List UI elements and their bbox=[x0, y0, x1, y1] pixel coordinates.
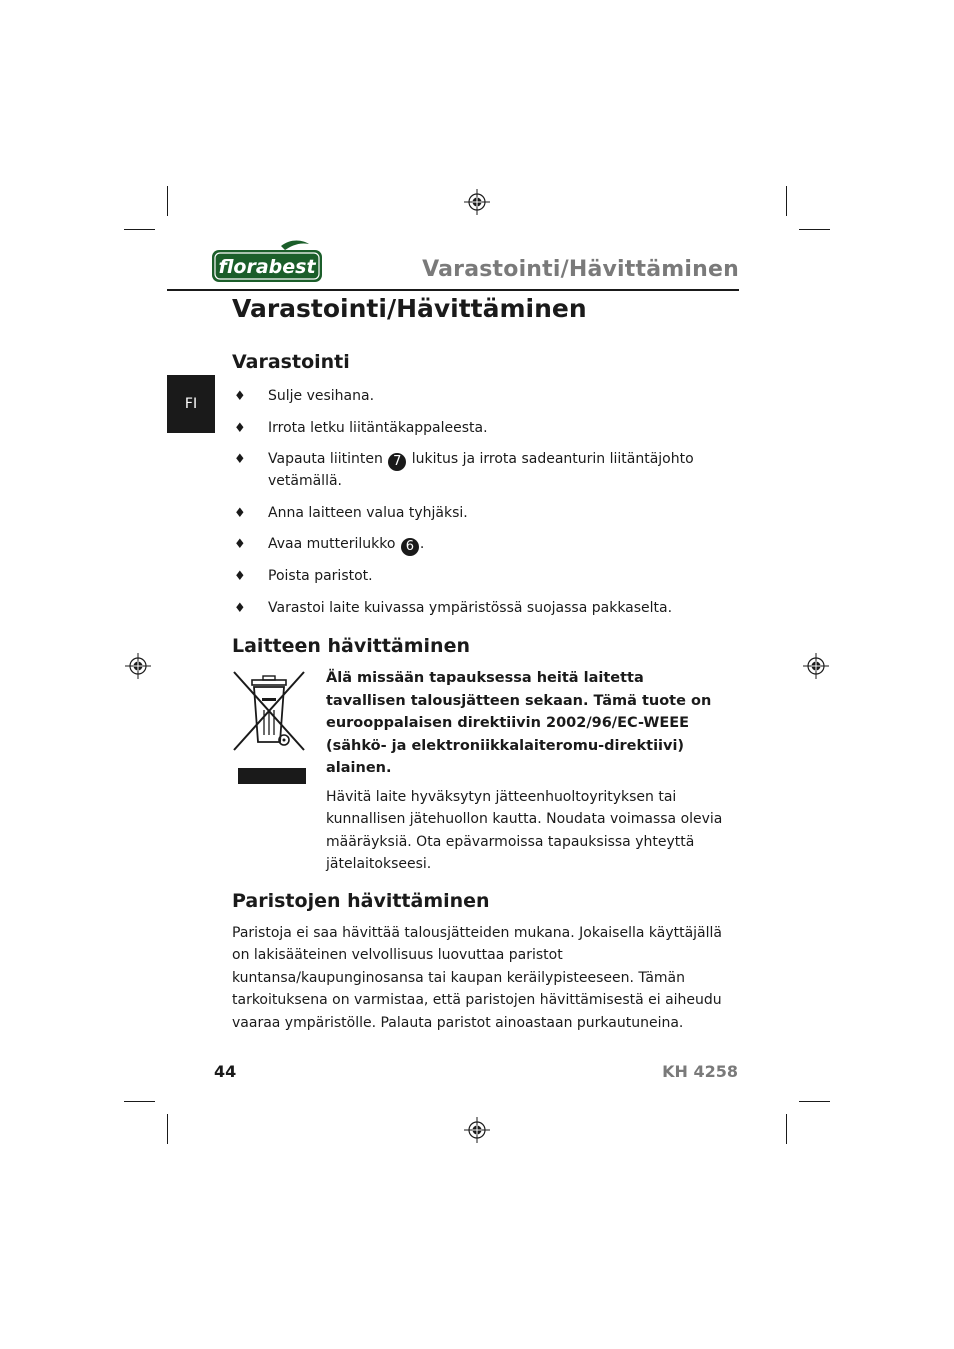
diamond-bullet-icon: ♦ bbox=[234, 389, 246, 404]
page-number: 44 bbox=[214, 1062, 237, 1081]
page-title: Varastointi/Hävittäminen bbox=[232, 294, 587, 323]
crop-mark bbox=[799, 229, 830, 230]
list-item bbox=[232, 449, 737, 493]
part-reference-badge: 7 bbox=[388, 453, 406, 471]
list-item bbox=[232, 386, 737, 408]
list-item-text: Avaa mutterilukko bbox=[268, 536, 396, 552]
part-reference-badge: 6 bbox=[401, 538, 419, 556]
crop-mark bbox=[786, 1114, 787, 1144]
list-item-text: Sulje vesihana. bbox=[268, 388, 375, 404]
crop-mark bbox=[124, 1101, 155, 1102]
diamond-bullet-icon: ♦ bbox=[234, 452, 246, 467]
section-heading-device-disposal: Laitteen hävittäminen bbox=[232, 635, 471, 657]
list-item-text: . bbox=[419, 536, 425, 552]
diamond-bullet-icon: ♦ bbox=[234, 537, 246, 552]
list-item bbox=[232, 598, 737, 620]
list-item bbox=[232, 534, 737, 556]
list-item-text: Varastoi laite kuivassa ympäristössä suojassa pakkaselta. bbox=[268, 599, 673, 616]
crop-mark bbox=[799, 1101, 830, 1102]
crop-mark bbox=[167, 186, 168, 216]
crop-mark bbox=[124, 229, 155, 230]
diamond-bullet-icon: ♦ bbox=[234, 420, 246, 436]
list-item-text: Irrota letku liitäntäkappaleesta. bbox=[268, 419, 488, 436]
crop-mark bbox=[167, 1114, 168, 1144]
list-item-text: Anna laitteen valua tyhjäksi. bbox=[268, 504, 468, 521]
crop-mark bbox=[786, 186, 787, 216]
header-divider bbox=[167, 289, 739, 291]
list-item-text: Vapauta liitinten bbox=[268, 451, 383, 467]
florabest-logo bbox=[211, 238, 323, 284]
registration-mark-icon bbox=[464, 1117, 490, 1143]
list-item bbox=[232, 566, 737, 588]
list-item-text: lukitus ja irrota sadeanturin liitäntäjohto vetämällä. bbox=[268, 451, 694, 489]
header-title: Varastointi/Hävittäminen bbox=[422, 257, 739, 282]
disposal-instructions-text: Hävitä laite hyväksytyn jätteenhuoltoyrityksen tai kunnallisen jätehuollon kautta. Noudata voimassa olevia määräyksiä. Ota epävarmoissa tapauksissa yhteyttä jätelaitokseesi. bbox=[326, 789, 723, 872]
list-item bbox=[232, 503, 737, 525]
section-heading-storage: Varastointi bbox=[232, 351, 350, 373]
disposal-warning-text: Älä missään tapauksessa heitä laitetta tavallisen talousjätteen sekaan. Tämä tuote on eurooppalaisen direktiivin 2002/96/EC-WEEE (sähkö- ja elektroniikkalaiteromu-direktiivi) alainen. bbox=[326, 670, 712, 777]
list-item-text: Poista paristot. bbox=[268, 568, 373, 584]
diamond-bullet-icon: ♦ bbox=[234, 569, 246, 584]
language-tab: FI bbox=[167, 375, 215, 433]
battery-disposal-text: Paristoja ei saa hävittää talousjätteiden mukana. Jokaisella käyttäjällä on lakisääteinen velvollisuus luovuttaa paristot kuntansa/kaupunginosansa tai kaupan keräilypisteeseen. Tämän tarkoituksena on varmistaa, että paristojen hävittämisestä ei aiheudu vaaraa ympäristölle. Palauta paristot ainoastaan purkautuneina. bbox=[232, 925, 722, 1031]
section-heading-battery-disposal: Paristojen hävittäminen bbox=[232, 890, 490, 912]
diamond-bullet-icon: ♦ bbox=[234, 600, 246, 616]
crossed-out-wheelie-bin-icon bbox=[232, 670, 306, 786]
model-number: KH 4258 bbox=[662, 1062, 738, 1081]
list-item bbox=[232, 418, 737, 440]
registration-mark-icon bbox=[803, 653, 829, 679]
registration-mark-icon bbox=[125, 653, 151, 679]
registration-mark-icon bbox=[464, 189, 490, 215]
logo-text: florabest bbox=[218, 256, 316, 278]
diamond-bullet-icon: ♦ bbox=[234, 505, 246, 521]
storage-steps-list bbox=[232, 386, 737, 629]
